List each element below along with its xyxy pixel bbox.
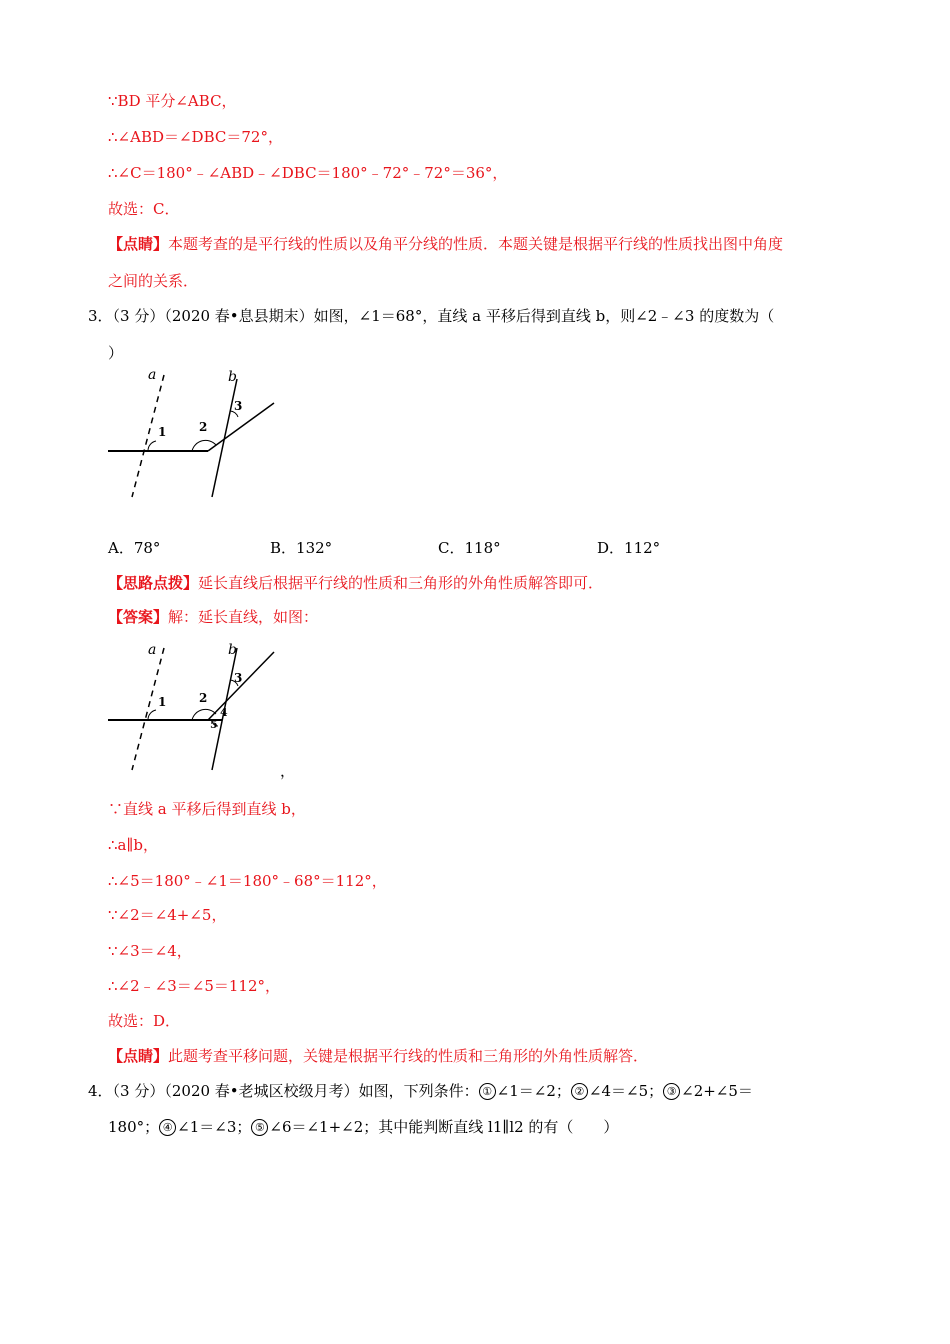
q2-solution-line-1: ∵BD 平分∠ABC， xyxy=(108,92,237,110)
q3-step-6: ∴∠2﹣∠3＝∠5＝112°， xyxy=(108,977,281,995)
q4-number: 4． xyxy=(88,1082,113,1100)
q2-comment-cont: 之间的关系． xyxy=(108,272,199,290)
q3-step-4: ∵∠2＝∠4+∠5， xyxy=(108,906,227,924)
q3-stem xyxy=(88,305,774,326)
label-4: 4 xyxy=(220,706,228,719)
q2-solution-line-4: 故选：C． xyxy=(108,200,180,218)
q2-comment xyxy=(108,233,783,254)
condition-5-marker: ⑤ xyxy=(251,1119,268,1136)
option-c-value: 118° xyxy=(464,539,501,557)
label-1-2: 1 xyxy=(158,695,167,709)
condition-1-marker: ① xyxy=(479,1083,496,1100)
q3-step-1: ∵直线 a 平移后得到直线 b， xyxy=(108,800,306,818)
q2-solution-line-2: ∴∠ABD＝∠DBC＝72°， xyxy=(108,128,283,146)
condition-4: ∠1＝∠3； xyxy=(177,1118,252,1136)
label-1: 1 xyxy=(158,425,167,439)
label-a: a xyxy=(148,367,157,383)
angle-1-arc xyxy=(148,441,156,451)
option-b[interactable] xyxy=(270,537,332,558)
q2-solution-line-3: ∴∠C＝180°﹣∠ABD﹣∠DBC＝180°﹣72°﹣72°＝36°， xyxy=(108,164,508,182)
condition-1: ∠1＝∠2； xyxy=(496,1082,571,1100)
q3-step-7: 故选：D． xyxy=(108,1012,181,1030)
label-5: 5 xyxy=(210,718,218,731)
option-b-value: 132° xyxy=(296,539,333,557)
q3-comment-tag: 【点睛】 xyxy=(108,1047,169,1065)
option-b-letter: B． xyxy=(270,539,297,557)
q3-answer-tag: 【答案】 xyxy=(108,608,169,626)
condition-4-marker: ④ xyxy=(159,1119,176,1136)
q3-step-3: ∴∠5＝180°﹣∠1＝180°﹣68°＝112°， xyxy=(108,872,387,890)
q3-step-2: ∴a∥b， xyxy=(108,836,159,854)
condition-5: ∠6＝∠1+∠2；其中能判断直线 l1∥l2 的有（ ） xyxy=(269,1118,619,1136)
q3-answer-text: 解：延长直线，如图： xyxy=(168,608,319,626)
option-c[interactable] xyxy=(438,537,501,558)
condition-3: ∠2+∠5＝ xyxy=(681,1082,753,1100)
q3-comment-text: 此题考查平移问题，关键是根据平行线的性质和三角形的外角性质解答． xyxy=(168,1047,649,1065)
q3-hint-text: 延长直线后根据平行线的性质和三角形的外角性质解答即可． xyxy=(198,574,604,592)
figure-comma: ， xyxy=(280,762,296,780)
option-a-letter: A． xyxy=(108,539,134,557)
q3-step-5: ∵∠3＝∠4， xyxy=(108,942,192,960)
q4-stem-text: （3 分）（2020 春•老城区校级月考）如图，下列条件： xyxy=(112,1082,479,1100)
condition-2-marker: ② xyxy=(571,1083,588,1100)
label-2-2: 2 xyxy=(199,691,208,705)
q4-stem xyxy=(88,1080,753,1101)
q2-comment-tag: 【点睛】 xyxy=(108,235,169,253)
label-3-2: 3 xyxy=(234,671,243,685)
option-c-letter: C． xyxy=(438,539,465,557)
q4-stem-cont xyxy=(108,1116,618,1137)
label-b-2: b xyxy=(228,642,237,658)
option-a[interactable] xyxy=(108,537,160,558)
condition-2: ∠4＝∠5； xyxy=(588,1082,664,1100)
angle-1-arc-2 xyxy=(148,710,156,720)
q3-stem-cont: ） xyxy=(108,344,124,362)
label-b: b xyxy=(228,369,237,385)
condition-3-cont: 180°； xyxy=(108,1118,160,1136)
option-d-value: 112° xyxy=(624,539,661,557)
q3-figure xyxy=(100,365,285,505)
label-3: 3 xyxy=(234,399,243,413)
label-a-2: a xyxy=(148,642,157,658)
q3-answer xyxy=(108,606,318,627)
angle-2-arc xyxy=(192,440,216,451)
option-d-letter: D． xyxy=(597,539,625,557)
label-2: 2 xyxy=(199,420,208,434)
q3-hint xyxy=(108,572,603,593)
option-a-value: 78° xyxy=(133,539,161,557)
q3-stem-text: （3 分）（2020 春•息县期末）如图，∠1＝68°，直线 a 平移后得到直线 b，则∠2﹣∠3 的度数为（ xyxy=(112,307,775,325)
q3-comment xyxy=(108,1045,648,1066)
line-a-2 xyxy=(132,648,167,770)
option-d[interactable] xyxy=(597,537,660,558)
condition-3-marker: ③ xyxy=(663,1083,680,1100)
q3-hint-tag: 【思路点拨】 xyxy=(108,574,199,592)
line-b xyxy=(212,379,237,497)
q3-answer-figure xyxy=(100,638,285,778)
q3-number: 3． xyxy=(88,307,113,325)
q2-comment-text: 本题考查的是平行线的性质以及角平分线的性质．本题关键是根据平行线的性质找出图中角度 xyxy=(168,235,784,253)
slant-line-2 xyxy=(208,652,274,720)
